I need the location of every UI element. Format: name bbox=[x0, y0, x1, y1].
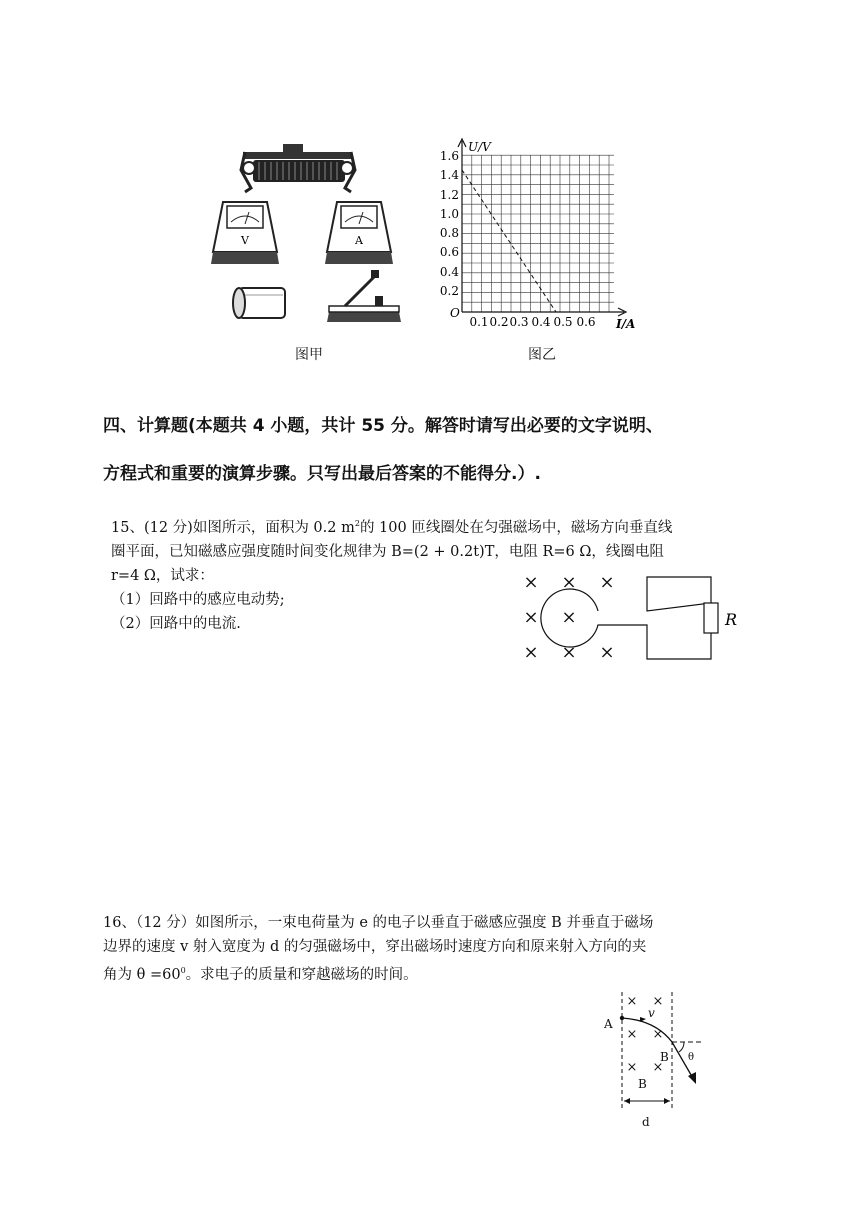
width-arrow-left bbox=[624, 1098, 630, 1104]
field-mark: × bbox=[626, 994, 638, 1009]
q16-line1: 16、（12 分）如图所示，一束电荷量为 e 的电子以垂直于磁感应强度 B 并垂直于磁场 bbox=[103, 915, 654, 931]
field-label: B bbox=[638, 1077, 647, 1091]
q15-item1: （1）回路中的感应电动势; bbox=[111, 591, 285, 608]
field-mark: × bbox=[652, 994, 664, 1009]
field-mark: × bbox=[523, 607, 539, 628]
width-arrow-right bbox=[664, 1098, 670, 1104]
y-tick: 1.0 bbox=[439, 207, 459, 221]
q15-item2: （2）回路中的电流. bbox=[111, 615, 241, 632]
switch-icon bbox=[327, 270, 401, 322]
y-tick: 0.8 bbox=[439, 226, 459, 240]
section-heading-line2: 方程式和重要的演算步骤。只写出最后答案的不能得分.）. bbox=[103, 464, 541, 484]
figure-coil-circuit bbox=[515, 570, 740, 665]
figure-a-caption: 图甲 bbox=[295, 347, 323, 363]
field-mark: × bbox=[523, 642, 539, 663]
field-mark: × bbox=[599, 572, 615, 593]
figure-electron-deflection bbox=[600, 990, 715, 1130]
width-label: d bbox=[642, 1115, 650, 1129]
angle-arc bbox=[679, 1042, 684, 1052]
figure-apparatus bbox=[205, 140, 410, 340]
y-tick: 0.6 bbox=[439, 245, 459, 259]
x-tick: 0.3 bbox=[509, 315, 529, 329]
figure-ui-graph bbox=[430, 135, 645, 335]
q15-line2: 圈平面，已知磁感应强度随时间变化规律为 B=(2 + 0.2t)T，电阻 R=6 Ω，线圈电阻 bbox=[111, 543, 664, 560]
origin-label: O bbox=[450, 306, 460, 320]
ui-line bbox=[462, 170, 556, 312]
field-mark: × bbox=[626, 1027, 638, 1042]
x-tick: 0.5 bbox=[553, 315, 573, 329]
field-mark: × bbox=[652, 1060, 664, 1075]
y-tick: 1.4 bbox=[439, 168, 459, 182]
ammeter-label: A bbox=[355, 234, 363, 247]
q16-line2: 边界的速度 v 射入宽度为 d 的匀强磁场中，穿出磁场时速度方向和原来射入方向的夹 bbox=[103, 939, 647, 955]
battery-icon bbox=[233, 288, 285, 318]
q16-line3: 角为 $\theta =60^0$。求电子的质量和穿越磁场的时间。 bbox=[103, 966, 418, 983]
y-tick: 1.6 bbox=[439, 149, 459, 163]
x-tick: 0.6 bbox=[576, 315, 596, 329]
y-tick: 1.2 bbox=[439, 188, 459, 202]
field-mark: × bbox=[561, 642, 577, 663]
field-mark: × bbox=[523, 572, 539, 593]
field-mark: × bbox=[626, 1060, 638, 1075]
y-tick: 0.4 bbox=[439, 265, 459, 279]
resistor-label: R bbox=[725, 610, 738, 629]
exit-arrowhead bbox=[688, 1072, 696, 1084]
point-b-label: B bbox=[660, 1050, 669, 1064]
rheostat-icon bbox=[241, 144, 355, 192]
q15-line1: 15、(12 分)如图所示，面积为 0.2 $m^2$的 100 匝线圈处在匀强磁场中，磁场方向垂直线 bbox=[111, 519, 673, 536]
angle-label: θ bbox=[688, 1052, 695, 1063]
question-16 bbox=[103, 911, 763, 987]
y-axis-label: U/V bbox=[468, 140, 491, 154]
x-tick: 0.2 bbox=[489, 315, 509, 329]
voltmeter-label: V bbox=[241, 234, 249, 247]
voltmeter-icon bbox=[211, 202, 279, 264]
field-mark: × bbox=[561, 607, 577, 628]
section-heading-line1: 四、计算题(本题共 4 小题，共计 55 分。解答时请写出必要的文字说明、 bbox=[103, 416, 663, 436]
point-a-label: A bbox=[604, 1017, 613, 1031]
ammeter-icon bbox=[325, 202, 393, 264]
x-tick: 0.4 bbox=[531, 315, 551, 329]
velocity-label: v bbox=[648, 1006, 655, 1020]
figure-b-caption: 图乙 bbox=[528, 347, 556, 363]
field-mark: × bbox=[652, 1027, 664, 1042]
x-tick: 0.1 bbox=[469, 315, 489, 329]
resistor-r bbox=[704, 603, 718, 633]
q15-line3: r=4 Ω，试求： bbox=[111, 567, 214, 584]
field-mark: × bbox=[561, 572, 577, 593]
graph-grid bbox=[462, 155, 614, 312]
point-a-dot bbox=[620, 1016, 624, 1020]
y-tick: 0.2 bbox=[439, 284, 459, 298]
x-axis-label: I/A bbox=[616, 317, 636, 331]
field-mark: × bbox=[599, 642, 615, 663]
